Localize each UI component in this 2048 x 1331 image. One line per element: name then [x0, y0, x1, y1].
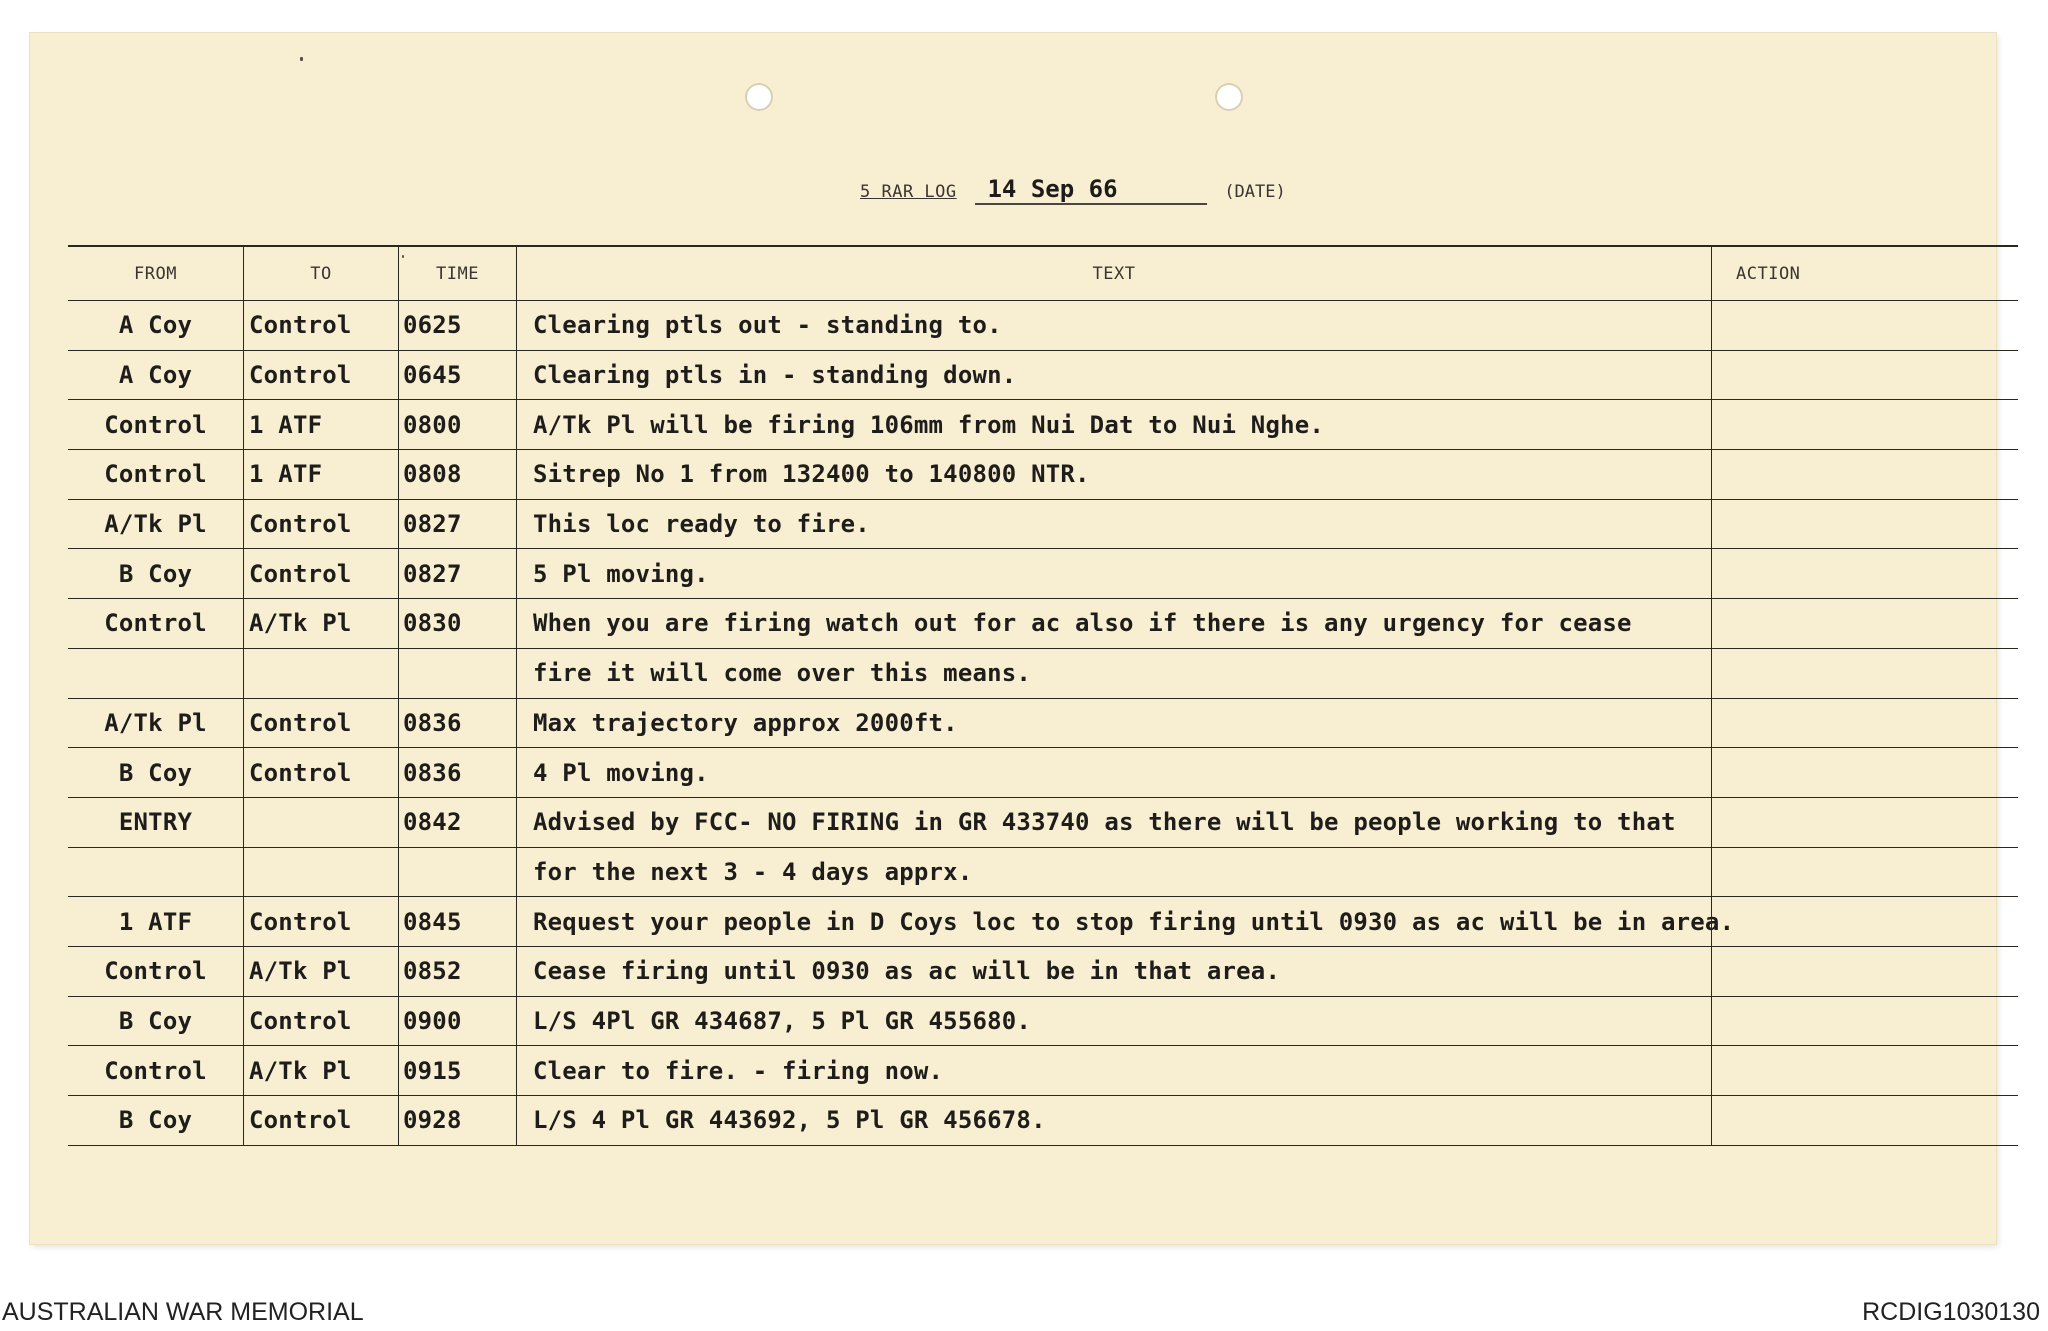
- table-row: [68, 897, 2018, 947]
- footer-record-id: RCDIG1030130: [1862, 1298, 2040, 1326]
- table-row: [68, 699, 2018, 749]
- table-row: [68, 947, 2018, 997]
- table-row: [68, 450, 2018, 500]
- paper-speck: [300, 57, 303, 61]
- table-row: [68, 351, 2018, 401]
- cell-from: [68, 649, 243, 698]
- table-row: [68, 748, 2018, 798]
- table-row: [68, 599, 2018, 649]
- cell-time: 0842: [398, 798, 516, 847]
- cell-to: A/Tk Pl: [243, 599, 398, 648]
- cell-to: Control: [243, 301, 398, 350]
- cell-to: Control: [243, 748, 398, 797]
- cell-text: L/S 4Pl GR 434687, 5 Pl GR 455680.: [516, 997, 1711, 1046]
- cell-action: [1711, 798, 2018, 847]
- cell-to: A/Tk Pl: [243, 1046, 398, 1095]
- cell-to: 1 ATF: [243, 400, 398, 449]
- log-header: [860, 175, 1286, 205]
- cell-to: A/Tk Pl: [243, 947, 398, 996]
- cell-to: [243, 848, 398, 897]
- table-row: [68, 649, 2018, 699]
- cell-to: [243, 649, 398, 698]
- cell-to: Control: [243, 500, 398, 549]
- cell-text: Clearing ptls out - standing to.: [516, 301, 1711, 350]
- log-sheet: [30, 33, 1996, 1244]
- cell-text: This loc ready to fire.: [516, 500, 1711, 549]
- cell-text: Max trajectory approx 2000ft.: [516, 699, 1711, 748]
- cell-time: 0845: [398, 897, 516, 946]
- cell-action: [1711, 599, 2018, 648]
- log-name: 5 RAR LOG: [860, 182, 957, 202]
- cell-time: 0900: [398, 997, 516, 1046]
- cell-from: Control: [104, 957, 207, 986]
- date-label: (DATE): [1224, 182, 1286, 202]
- cell-from: A Coy: [118, 311, 193, 340]
- cell-to: 1 ATF: [243, 450, 398, 499]
- column-header-from: FROM: [134, 263, 177, 284]
- cell-text: 4 Pl moving.: [516, 748, 1711, 797]
- log-table: [68, 245, 2018, 1146]
- table-row: [68, 400, 2018, 450]
- column-header-text: TEXT: [516, 247, 1711, 300]
- cell-from: B Coy: [118, 559, 193, 588]
- cell-time: 0830: [398, 599, 516, 648]
- cell-text: Cease firing until 0930 as ac will be in that area.: [516, 947, 1711, 996]
- cell-to: Control: [243, 1096, 398, 1145]
- cell-text: fire it will come over this means.: [516, 649, 1711, 698]
- cell-from: [68, 848, 243, 897]
- table-row: [68, 500, 2018, 550]
- cell-action: [1711, 997, 2018, 1046]
- cell-action: [1711, 400, 2018, 449]
- column-header-to: TO: [243, 247, 398, 300]
- cell-to: Control: [243, 699, 398, 748]
- cell-text: 5 Pl moving.: [516, 549, 1711, 598]
- footer-source: AUSTRALIAN WAR MEMORIAL: [2, 1298, 364, 1326]
- cell-text: Clearing ptls in - standing down.: [516, 351, 1711, 400]
- cell-time: 0827: [398, 500, 516, 549]
- cell-to: Control: [243, 997, 398, 1046]
- cell-action: [1711, 897, 2018, 946]
- column-header-action: ACTION: [1711, 247, 2018, 300]
- cell-text: L/S 4 Pl GR 443692, 5 Pl GR 456678.: [516, 1096, 1711, 1145]
- table-row: [68, 997, 2018, 1047]
- table-row: [68, 798, 2018, 848]
- punch-hole: [745, 83, 773, 111]
- cell-from: A/Tk Pl: [104, 510, 207, 539]
- table-row: [68, 848, 2018, 898]
- table-header-row: [68, 245, 2018, 301]
- log-date: 14 Sep 66: [975, 175, 1207, 205]
- cell-from: B Coy: [118, 1106, 193, 1135]
- cell-text: Advised by FCC- NO FIRING in GR 433740 as there will be people working to that: [516, 798, 1711, 847]
- cell-time: 0808: [398, 450, 516, 499]
- cell-from: 1 ATF: [118, 907, 193, 936]
- cell-action: [1711, 748, 2018, 797]
- cell-action: [1711, 699, 2018, 748]
- cell-time: 0915: [398, 1046, 516, 1095]
- cell-text: When you are firing watch out for ac also if there is any urgency for cease: [516, 599, 1711, 648]
- cell-text: A/Tk Pl will be firing 106mm from Nui Dat to Nui Nghe.: [516, 400, 1711, 449]
- cell-time: 0836: [398, 699, 516, 748]
- cell-from: ENTRY: [118, 808, 193, 837]
- cell-from: Control: [104, 1056, 207, 1085]
- cell-from: A Coy: [118, 361, 193, 390]
- cell-action: [1711, 1046, 2018, 1095]
- cell-action: [1711, 450, 2018, 499]
- cell-action: [1711, 848, 2018, 897]
- cell-action: [1711, 1096, 2018, 1145]
- cell-from: B Coy: [118, 758, 193, 787]
- table-row: [68, 301, 2018, 351]
- cell-time: [398, 848, 516, 897]
- cell-from: Control: [104, 460, 207, 489]
- cell-to: Control: [243, 897, 398, 946]
- table-row: [68, 549, 2018, 599]
- cell-time: 0625: [398, 301, 516, 350]
- cell-to: Control: [243, 351, 398, 400]
- column-header-time: TIME: [398, 247, 516, 300]
- cell-text: Sitrep No 1 from 132400 to 140800 NTR.: [516, 450, 1711, 499]
- cell-text: Request your people in D Coys loc to stop firing until 0930 as ac will be in area.: [516, 897, 1711, 946]
- table-row: [68, 1046, 2018, 1096]
- cell-action: [1711, 649, 2018, 698]
- cell-time: 0800: [398, 400, 516, 449]
- cell-from: Control: [104, 410, 207, 439]
- cell-from: A/Tk Pl: [104, 708, 207, 737]
- cell-action: [1711, 301, 2018, 350]
- cell-time: 0645: [398, 351, 516, 400]
- table-row: [68, 1096, 2018, 1146]
- cell-time: 0836: [398, 748, 516, 797]
- cell-text: for the next 3 - 4 days apprx.: [516, 848, 1711, 897]
- cell-action: [1711, 351, 2018, 400]
- cell-action: [1711, 549, 2018, 598]
- cell-from: B Coy: [118, 1006, 193, 1035]
- cell-from: Control: [104, 609, 207, 638]
- punch-hole: [1215, 83, 1243, 111]
- cell-action: [1711, 500, 2018, 549]
- cell-time: 0852: [398, 947, 516, 996]
- cell-action: [1711, 947, 2018, 996]
- cell-time: 0928: [398, 1096, 516, 1145]
- cell-text: Clear to fire. - firing now.: [516, 1046, 1711, 1095]
- cell-time: [398, 649, 516, 698]
- cell-to: [243, 798, 398, 847]
- cell-to: Control: [243, 549, 398, 598]
- cell-time: 0827: [398, 549, 516, 598]
